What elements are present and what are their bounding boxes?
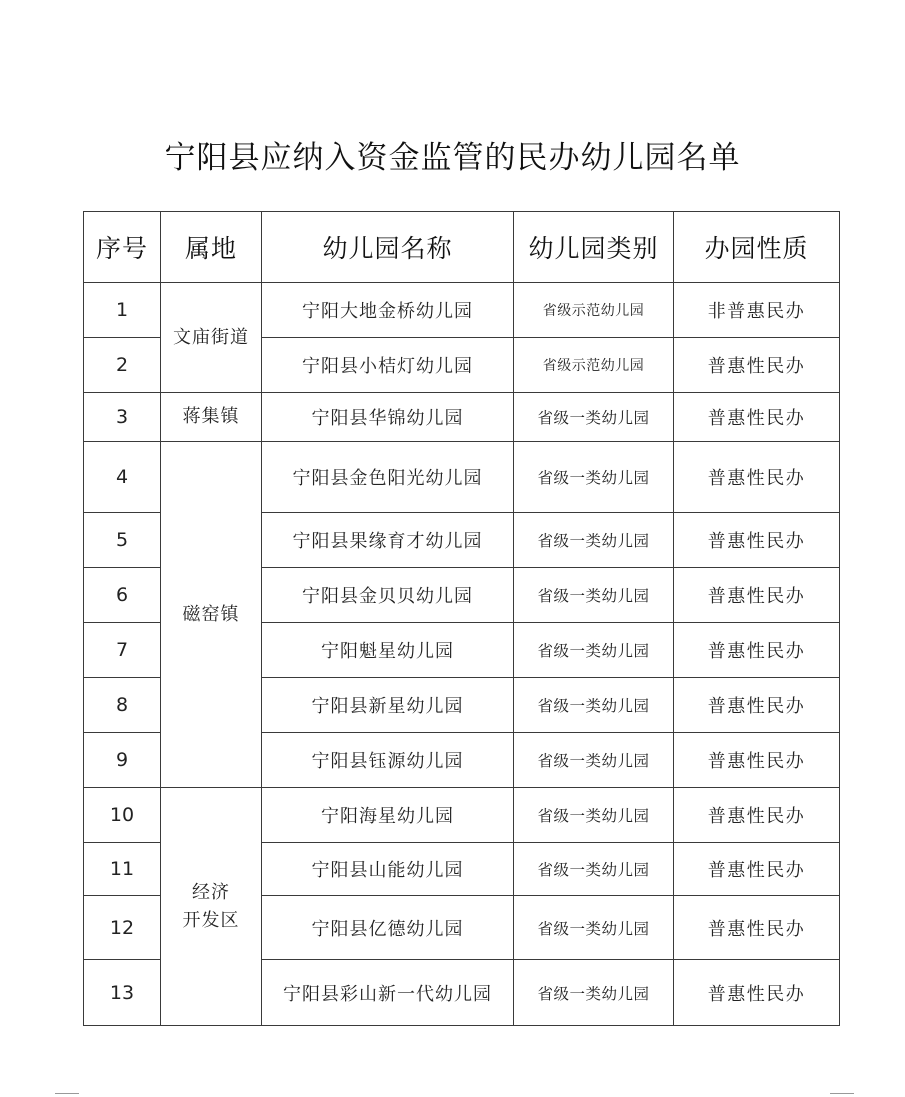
category-cell: 省级一类幼儿园 xyxy=(514,623,674,678)
nature-cell: 普惠性民办 xyxy=(674,960,840,1026)
header-nature: 办园性质 xyxy=(674,212,840,283)
region-cell-wenmiao: 文庙街道 xyxy=(161,283,262,393)
region-jingji-line2: 开发区 xyxy=(182,909,240,931)
nature-cell: 普惠性民办 xyxy=(674,733,840,788)
nature-cell: 普惠性民办 xyxy=(674,442,840,513)
kindergarten-name-cell: 宁阳县亿德幼儿园 xyxy=(262,896,514,960)
header-region: 属地 xyxy=(161,212,262,283)
serial-cell: 6 xyxy=(84,568,161,623)
kindergarten-name-cell: 宁阳县华锦幼儿园 xyxy=(262,393,514,442)
nature-cell: 普惠性民办 xyxy=(674,513,840,568)
kindergarten-name-cell: 宁阳海星幼儿园 xyxy=(262,788,514,843)
table-row xyxy=(84,393,840,442)
header-serial: 序号 xyxy=(84,212,161,283)
table-row xyxy=(84,442,840,513)
table-header-row xyxy=(84,212,840,283)
serial-cell: 4 xyxy=(84,442,161,513)
serial-cell: 10 xyxy=(84,788,161,843)
serial-cell: 9 xyxy=(84,733,161,788)
kindergarten-name-cell: 宁阳县新星幼儿园 xyxy=(262,678,514,733)
nature-cell: 普惠性民办 xyxy=(674,843,840,896)
serial-cell: 11 xyxy=(84,843,161,896)
category-cell: 省级一类幼儿园 xyxy=(514,960,674,1026)
category-cell: 省级一类幼儿园 xyxy=(514,733,674,788)
category-cell: 省级一类幼儿园 xyxy=(514,513,674,568)
nature-cell: 普惠性民办 xyxy=(674,623,840,678)
kindergarten-name-cell: 宁阳县金贝贝幼儿园 xyxy=(262,568,514,623)
region-cell-ciyao: 磁窑镇 xyxy=(161,442,262,788)
category-cell: 省级一类幼儿园 xyxy=(514,678,674,733)
serial-cell: 13 xyxy=(84,960,161,1026)
kindergarten-name-cell: 宁阳县钰源幼儿园 xyxy=(262,733,514,788)
serial-cell: 12 xyxy=(84,896,161,960)
serial-cell: 7 xyxy=(84,623,161,678)
category-cell: 省级示范幼儿园 xyxy=(514,338,674,393)
category-cell: 省级一类幼儿园 xyxy=(514,568,674,623)
region-jingji-line1: 经济 xyxy=(192,881,230,903)
category-cell: 省级一类幼儿园 xyxy=(514,442,674,513)
table-row xyxy=(84,788,840,843)
kindergarten-name-cell: 宁阳大地金桥幼儿园 xyxy=(262,283,514,338)
category-cell: 省级示范幼儿园 xyxy=(514,283,674,338)
serial-cell: 2 xyxy=(84,338,161,393)
category-cell: 省级一类幼儿园 xyxy=(514,393,674,442)
header-name: 幼儿园名称 xyxy=(262,212,514,283)
serial-cell: 1 xyxy=(84,283,161,338)
kindergarten-name-cell: 宁阳县彩山新一代幼儿园 xyxy=(262,960,514,1026)
nature-cell: 非普惠民办 xyxy=(674,283,840,338)
nature-cell: 普惠性民办 xyxy=(674,393,840,442)
region-cell-jingji xyxy=(161,788,262,1026)
serial-cell: 5 xyxy=(84,513,161,568)
serial-cell: 8 xyxy=(84,678,161,733)
kindergarten-name-cell: 宁阳县果缘育才幼儿园 xyxy=(262,513,514,568)
nature-cell: 普惠性民办 xyxy=(674,788,840,843)
page-corner-mark-left xyxy=(55,1093,79,1094)
category-cell: 省级一类幼儿园 xyxy=(514,896,674,960)
region-cell-jiangji: 蒋集镇 xyxy=(161,393,262,442)
category-cell: 省级一类幼儿园 xyxy=(514,788,674,843)
kindergarten-table xyxy=(83,211,840,1026)
header-category: 幼儿园类别 xyxy=(514,212,674,283)
document-title: 宁阳县应纳入资金监管的民办幼儿园名单 xyxy=(164,140,741,176)
nature-cell: 普惠性民办 xyxy=(674,678,840,733)
kindergarten-name-cell: 宁阳魁星幼儿园 xyxy=(262,623,514,678)
kindergarten-name-cell: 宁阳县山能幼儿园 xyxy=(262,843,514,896)
nature-cell: 普惠性民办 xyxy=(674,338,840,393)
kindergarten-name-cell: 宁阳县小桔灯幼儿园 xyxy=(262,338,514,393)
nature-cell: 普惠性民办 xyxy=(674,568,840,623)
nature-cell: 普惠性民办 xyxy=(674,896,840,960)
kindergarten-name-cell: 宁阳县金色阳光幼儿园 xyxy=(262,442,514,513)
table-row xyxy=(84,283,840,338)
category-cell: 省级一类幼儿园 xyxy=(514,843,674,896)
serial-cell: 3 xyxy=(84,393,161,442)
page-corner-mark-right xyxy=(830,1093,854,1094)
